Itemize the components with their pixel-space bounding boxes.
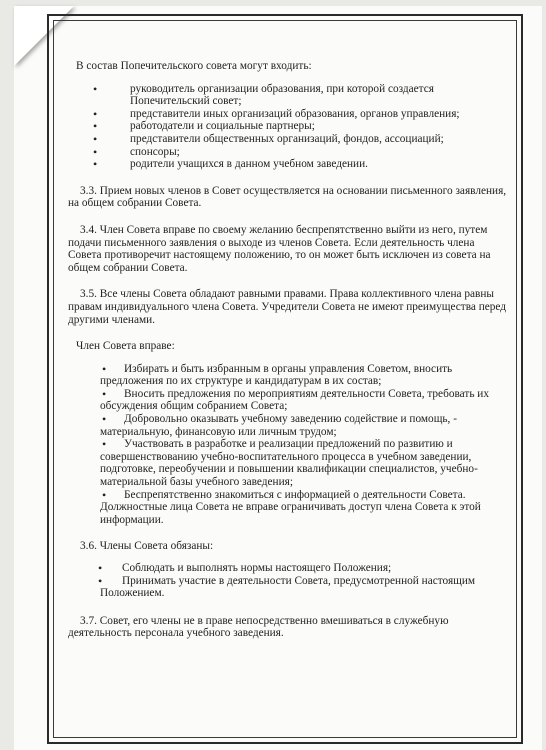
members-intro: В состав Попечительского совета могут входить: [76, 60, 312, 72]
members-list [60, 83, 510, 171]
list-item: • родители учащихся в данном учебном заведении. [60, 158, 510, 171]
list-item: • Вносить предложения по мероприятиям деятельности Совета, требовать их обсуждения общим собранием Совета; [60, 388, 510, 413]
clause-3-5: 3.5. Все члены Совета обладают равными правами. Права коллективного члена равны правам индивидуального члена Совета. Учредители Совета не имеют преимущества перед другими членами. [68, 288, 507, 326]
list-item: • Избирать и быть избранным в органы управления Советом, вносить предложения по их структуре и кандидатурам в их состав; [60, 363, 510, 388]
clause-3-6: 3.6. Члены Совета обязаны: [80, 540, 214, 553]
clause-3-3: 3.3. Прием новых членов в Совет осуществляется на основании письменного заявления, на общем собрании Совета. [68, 184, 507, 210]
clause-3-7: 3.7. Совет, его члены не в праве непосредственно вмешиваться в служебную деятельность персонала учебного заведения. [68, 614, 449, 640]
list-item: • работодатели и социальные партнеры; [60, 120, 510, 133]
list-item: • представители иных организаций образования, органов управления; [60, 108, 510, 121]
list-item: • Соблюдать и выполнять нормы настоящего Положения; [60, 562, 510, 575]
list-item: • представители общественных организаций, фондов, ассоциаций; [60, 133, 510, 146]
document-text [60, 60, 510, 640]
list-item: • руководитель организации образования, при которой создается Попечительский совет; [60, 83, 510, 108]
duties-list [60, 562, 510, 600]
list-item: • Беспрепятственно знакомиться с информацией о деятельности Совета. Должностные лица Совета не вправе ограничивать доступ члена Совета к этой информации. [60, 489, 510, 527]
rights-title: Член Совета вправе: [76, 340, 175, 353]
rights-list [60, 363, 510, 527]
list-item: • Добровольно оказывать учебному заведению содействие и помощь, - материальную, финансовую или личным трудом; [60, 413, 510, 438]
list-item: • Участвовать в разработке и реализации предложений по развитию и совершенствованию учебно-воспитательного процесса в учебном заведении, подготовке, переобучении и повышении квалификации специалистов, учебно-материальной базы учебного заведения; [60, 438, 510, 488]
list-item: • Принимать участие в деятельности Совета, предусмотренной настоящим Положением. [60, 575, 510, 600]
clause-3-4: 3.4. Член Совета вправе по своему желанию беспрепятственно выйти из него, путем подачи письменного заявления о выходе из членов Совета. Если деятельность члена Совета противоречит настоящему положению, то он может быть исключен из совета на общем собрании Совета. [68, 223, 491, 274]
list-item: • спонсоры; [60, 146, 510, 159]
